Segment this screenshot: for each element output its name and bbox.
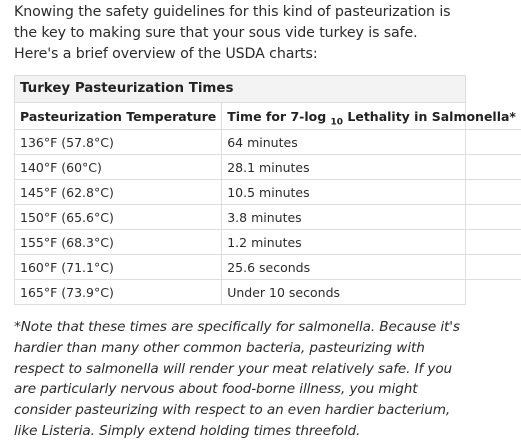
header-time (222, 103, 521, 130)
intro-paragraph: Knowing the safety guidelines for this kind of pasteurization is the key to making sure that your sous vide turkey is safe. Here's a brief overview of the USDA charts: (14, 4, 451, 62)
header-time-prefix: Time for 7-log (227, 108, 331, 124)
table-row (15, 280, 521, 305)
cell-temperature: 155°F (68.3°C) (15, 230, 222, 255)
cell-time: 3.8 minutes (222, 205, 521, 230)
cell-time: 1.2 minutes (222, 230, 521, 255)
cell-time: Under 10 seconds (227, 284, 341, 300)
cell-time: 64 minutes (222, 130, 521, 155)
cell-time: 10.5 minutes (222, 180, 521, 205)
table-caption: Turkey Pasteurization Times (15, 76, 465, 103)
table-row (15, 180, 521, 205)
table-row (15, 230, 521, 255)
cell-temperature: 140°F (60°C) (15, 155, 222, 180)
table-header-row (15, 103, 521, 130)
table-row (15, 205, 521, 230)
cell-temperature: 150°F (65.6°C) (15, 205, 222, 230)
pasteurization-times-table (15, 103, 521, 304)
table-row (15, 130, 521, 155)
cell-temperature: 160°F (71.1°C) (15, 255, 222, 280)
cell-time: 25.6 seconds (222, 255, 521, 280)
header-time-subscript: 10 (330, 117, 344, 127)
table-row (15, 155, 521, 180)
header-time-suffix: Lethality in Salmonella* (343, 108, 516, 124)
table-row (15, 255, 521, 280)
header-temperature: Pasteurization Temperature (15, 103, 222, 130)
cell-temperature: 145°F (62.8°C) (15, 180, 222, 205)
footnote-paragraph: *Note that these times are specifically for salmonella. Because it's hardier than many other common bacteria, pasteurizing with respect to salmonella will render your meat relatively safe. If you are particularly nervous about food-borne illness, you might consider pasteurizing with respect to an even hardier bacterium, like Listeria. Simply extend holding times threefold. (14, 319, 460, 439)
cell-temperature: 165°F (73.9°C) (15, 280, 222, 305)
cell-temperature: 136°F (57.8°C) (15, 130, 222, 155)
cell-time: 28.1 minutes (222, 155, 521, 180)
pasteurization-table (14, 75, 516, 305)
